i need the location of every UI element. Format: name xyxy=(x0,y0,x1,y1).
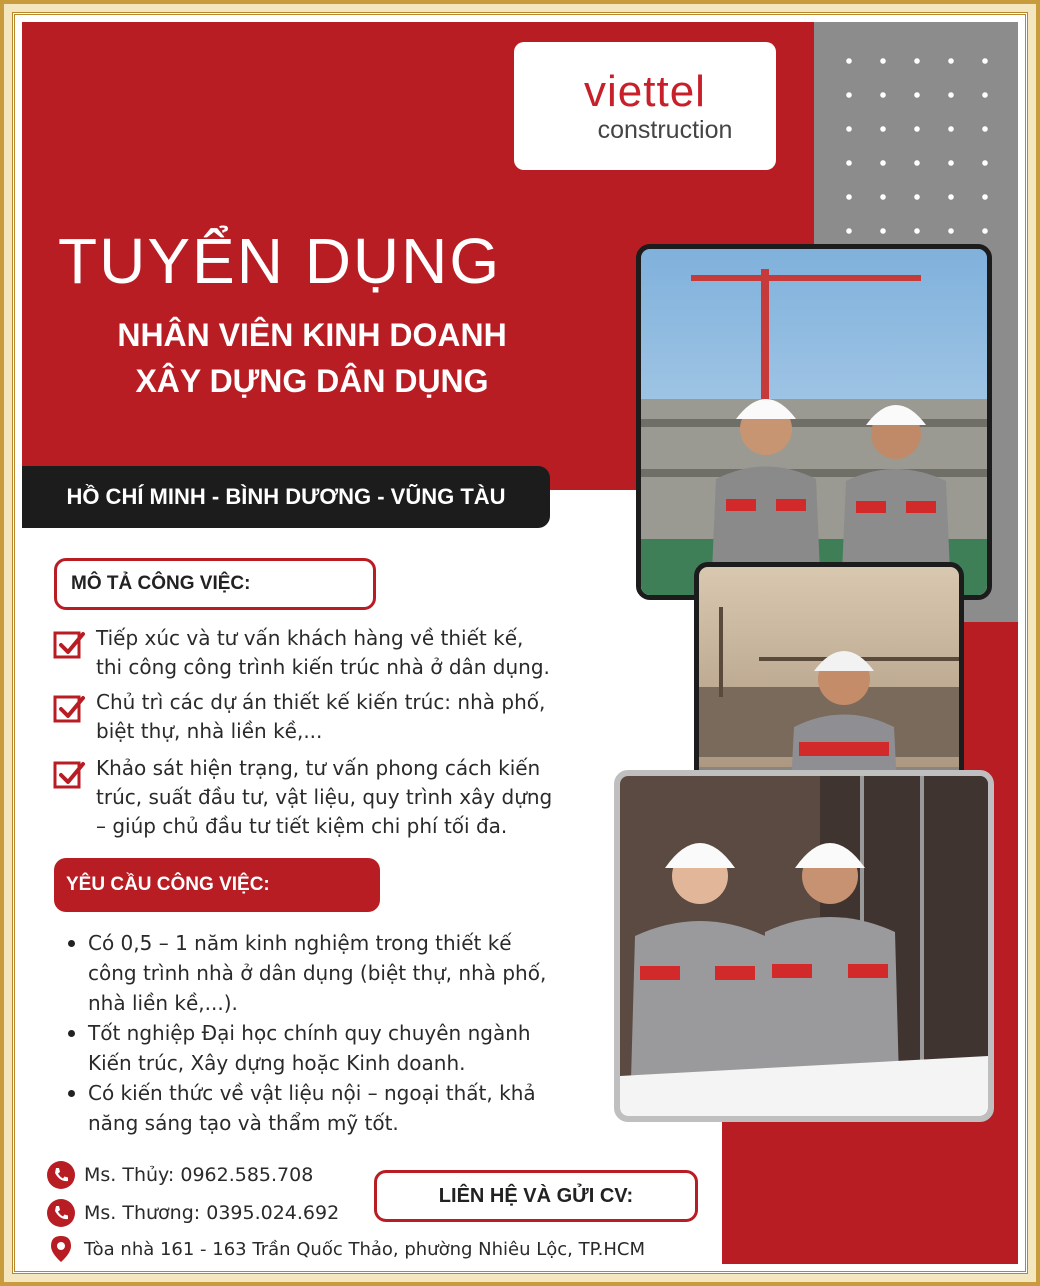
job-description-heading: MÔ TẢ CÔNG VIỆC: xyxy=(54,558,376,610)
task-line: – giúp chủ đầu tư tiết kiệm chi phí tối đa. xyxy=(96,814,508,838)
phone-icon xyxy=(46,1198,76,1228)
task-line: thi công công trình kiến trúc nhà ở dân dụng. xyxy=(96,655,550,679)
recruitment-poster xyxy=(22,22,1018,1264)
task-line: Khảo sát hiện trạng, tư vấn phong cách kiến xyxy=(96,756,541,780)
subtitle-line-2: XÂY DỰNG DÂN DỤNG xyxy=(135,363,489,399)
photo-two-engineers-plans xyxy=(614,770,994,1122)
job-subtitle xyxy=(62,312,562,404)
list-item xyxy=(66,928,606,1018)
page-title: TUYỂN DỤNG xyxy=(58,225,502,297)
phone-icon xyxy=(46,1160,76,1190)
checkbox-checked-icon xyxy=(52,758,86,792)
task-line: Tiếp xúc và tư vấn khách hàng về thiết kế, xyxy=(96,626,524,650)
req-line: công trình nhà ở dân dụng (biệt thự, nhà phố, xyxy=(88,961,547,985)
brand-logo xyxy=(514,42,776,170)
job-description-item xyxy=(52,688,612,746)
contact-phone-1[interactable] xyxy=(46,1160,313,1190)
req-line: Có 0,5 – 1 năm kinh nghiệm trong thiết kế xyxy=(88,931,512,955)
contact-label: Ms. Thương: 0395.024.692 xyxy=(84,1202,340,1224)
contact-cv-cta[interactable]: LIÊN HỆ VÀ GỬI CV: xyxy=(374,1170,698,1222)
list-item xyxy=(66,1078,606,1138)
requirements-list xyxy=(66,928,606,1138)
logo-word: viettel xyxy=(584,67,706,116)
req-line: năng sáng tạo và thẩm mỹ tốt. xyxy=(88,1111,399,1135)
list-item xyxy=(66,1018,606,1078)
checkbox-checked-icon xyxy=(52,628,86,662)
req-line: nhà liền kề,...). xyxy=(88,991,238,1015)
location-bar: HỒ CHÍ MINH - BÌNH DƯƠNG - VŨNG TÀU xyxy=(22,466,550,528)
contact-phone-2[interactable] xyxy=(46,1198,339,1228)
logo-tagline: construction xyxy=(597,116,733,144)
subtitle-line-1: NHÂN VIÊN KINH DOANH xyxy=(117,317,507,353)
task-line: trúc, suất đầu tư, vật liệu, quy trình xây dựng xyxy=(96,785,553,809)
location-pin-icon xyxy=(46,1234,76,1264)
address-label: Tòa nhà 161 - 163 Trần Quốc Thảo, phường Nhiêu Lộc, TP.HCM xyxy=(84,1238,646,1260)
task-line: biệt thự, nhà liền kề,... xyxy=(96,719,323,743)
job-requirements-heading: YÊU CẦU CÔNG VIỆC: xyxy=(54,858,380,912)
contact-address xyxy=(46,1234,645,1264)
req-line: Kiến trúc, Xây dựng hoặc Kinh doanh. xyxy=(88,1051,466,1075)
checkbox-checked-icon xyxy=(52,692,86,726)
req-line: Tốt nghiệp Đại học chính quy chuyên ngành xyxy=(88,1021,531,1045)
job-description-item xyxy=(52,754,612,841)
contact-label: Ms. Thủy: 0962.585.708 xyxy=(84,1164,314,1186)
photo-engineers-site xyxy=(636,244,992,600)
job-description-item xyxy=(52,624,612,682)
task-line: Chủ trì các dự án thiết kế kiến trúc: nhà phố, xyxy=(96,690,546,714)
req-line: Có kiến thức về vật liệu nội – ngoại thất, khả xyxy=(88,1081,536,1105)
